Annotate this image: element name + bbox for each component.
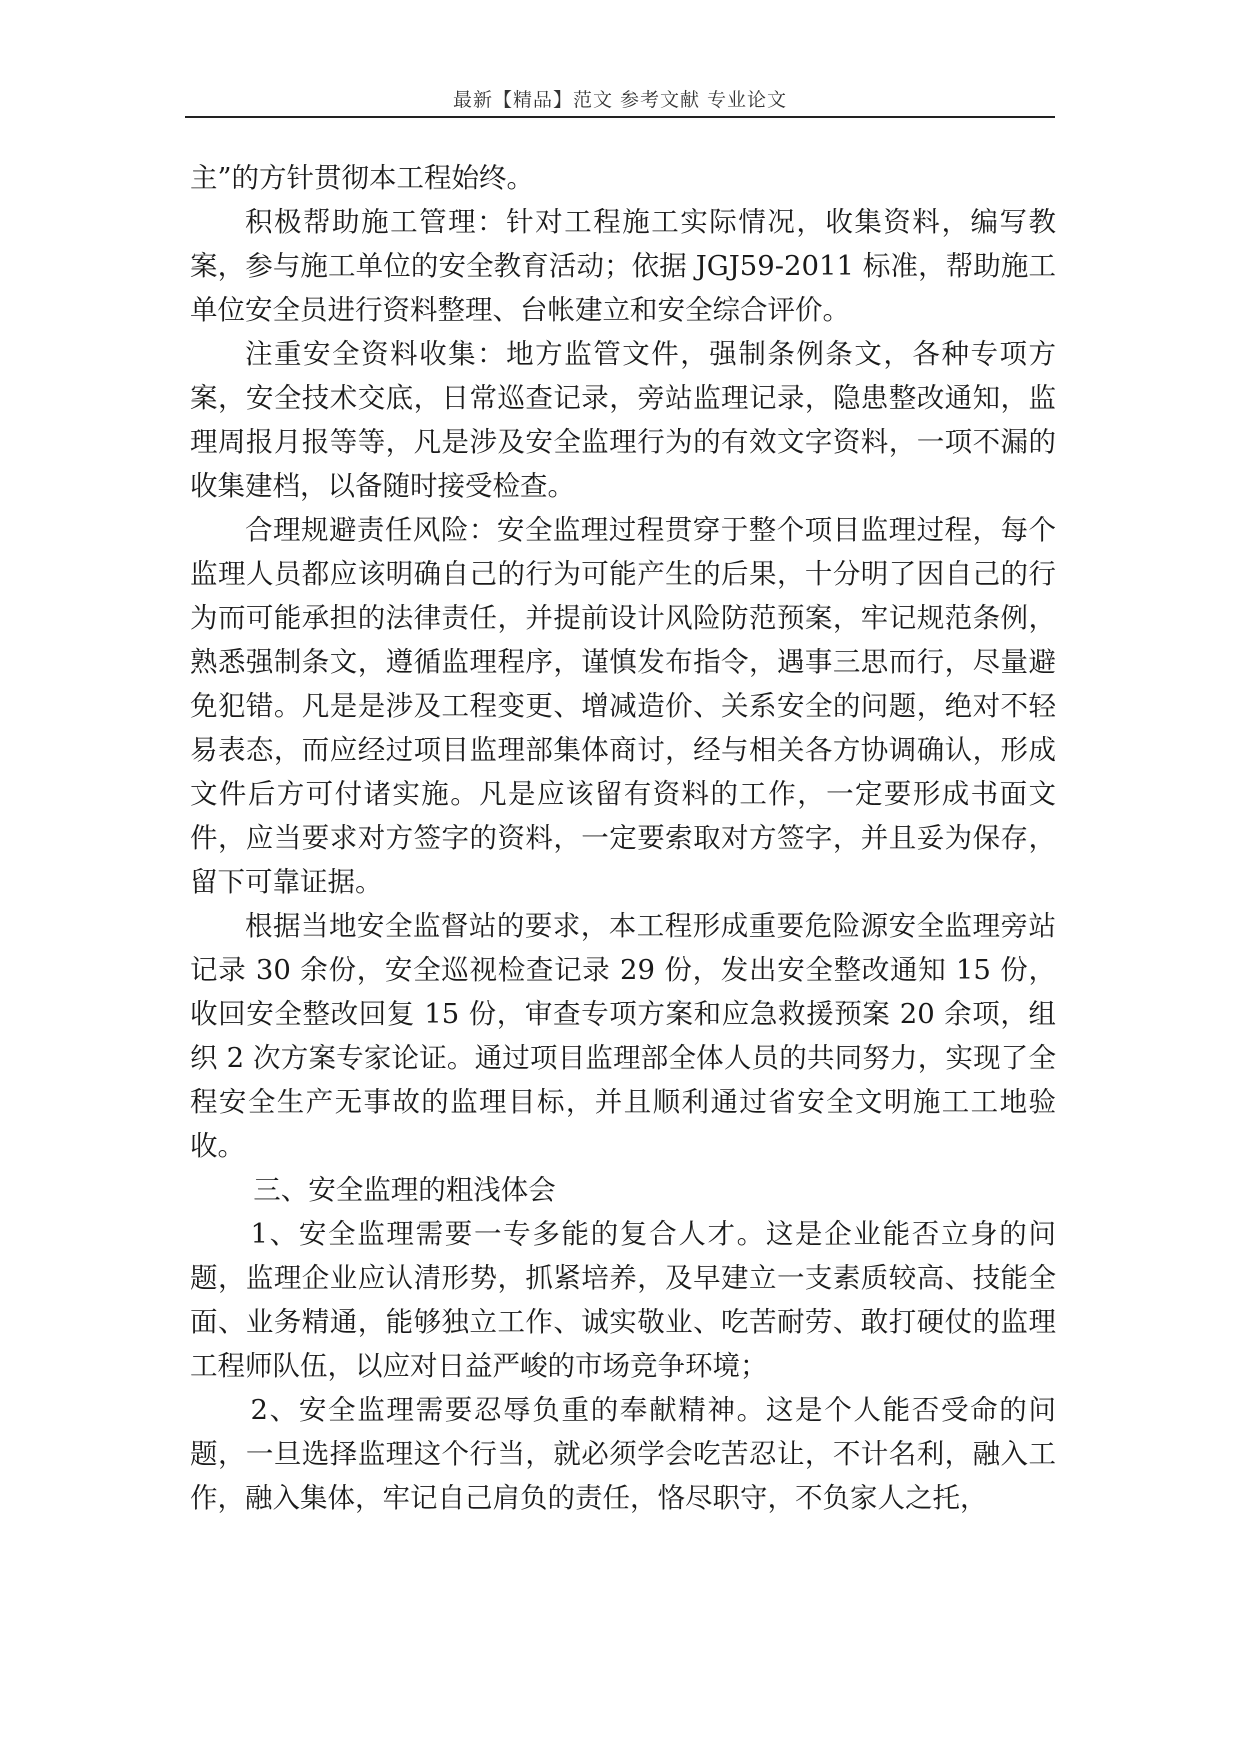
paragraph-point-1: 1、安全监理需要一专多能的复合人才。这是企业能否立身的问题，监理企业应认清形势，抓紧培养，及早建立一支素质较高、技能全面、业务精通，能够独立工作、诚实敬业、吃苦耐劳、敢打硬仗的监理工程师队伍，以应对日益严峻的市场竞争环境； bbox=[190, 1218, 1056, 1382]
document-body bbox=[190, 156, 1056, 1520]
header-divider bbox=[185, 116, 1055, 118]
paragraph-point-2: 2、安全监理需要忍辱负重的奉献精神。这是个人能否受命的问题，一旦选择监理这个行当，就必须学会吃苦忍让，不计名利，融入工作，融入集体，牢记自己肩负的责任，恪尽职守，不负家人之托， bbox=[190, 1394, 1056, 1514]
paragraph-risk-avoidance: 合理规避责任风险：安全监理过程贯穿于整个项目监理过程，每个监理人员都应该明确自己的行为可能产生的后果，十分明了因自己的行为而可能承担的法律责任，并提前设计风险防范预案，牢记规范条例，熟悉强制条文，遵循监理程序，谨慎发布指令，遇事三思而行，尽量避免犯错。凡是是涉及工程变更、增减造价、关系安全的问题，绝对不轻易表态，而应经过项目监理部集体商讨，经与相关各方协调确认，形成文件后方可付诸实施。凡是应该留有资料的工作，一定要形成书面文件，应当要求对方签字的资料，一定要索取对方签字，并且妥为保存，留下可靠证据。 bbox=[190, 514, 1056, 898]
page-header: 最新【精品】范文 参考文献 专业论文 bbox=[452, 89, 788, 111]
section-heading: 三、安全监理的粗浅体会 bbox=[253, 1174, 556, 1206]
paragraph-safety-records: 注重安全资料收集：地方监管文件，强制条例条文，各种专项方案，安全技术交底，日常巡查记录，旁站监理记录，隐患整改通知，监理周报月报等等，凡是涉及安全监理行为的有效文字资料，一项不漏的收集建档，以备随时接受检查。 bbox=[190, 338, 1056, 502]
paragraph-continuation: 主”的方针贯彻本工程始终。 bbox=[190, 162, 535, 194]
paragraph-construction-management: 积极帮助施工管理：针对工程施工实际情况，收集资料，编写教案，参与施工单位的安全教育活动；依据 JGJ59-2011 标准，帮助施工单位安全员进行资料整理、台帐建立和安全综合评价。 bbox=[190, 206, 1056, 326]
paragraph-project-results: 根据当地安全监督站的要求，本工程形成重要危险源安全监理旁站记录 30 余份，安全巡视检查记录 29 份，发出安全整改通知 15 份，收回安全整改回复 15 份，审查专项方案和应急救援预案 20 余项，组织 2 次方案专家论证。通过项目监理部全体人员的共同努力，实现了全程安全生产无事故的监理目标，并且顺利通过省安全文明施工工地验收。 bbox=[190, 910, 1056, 1162]
